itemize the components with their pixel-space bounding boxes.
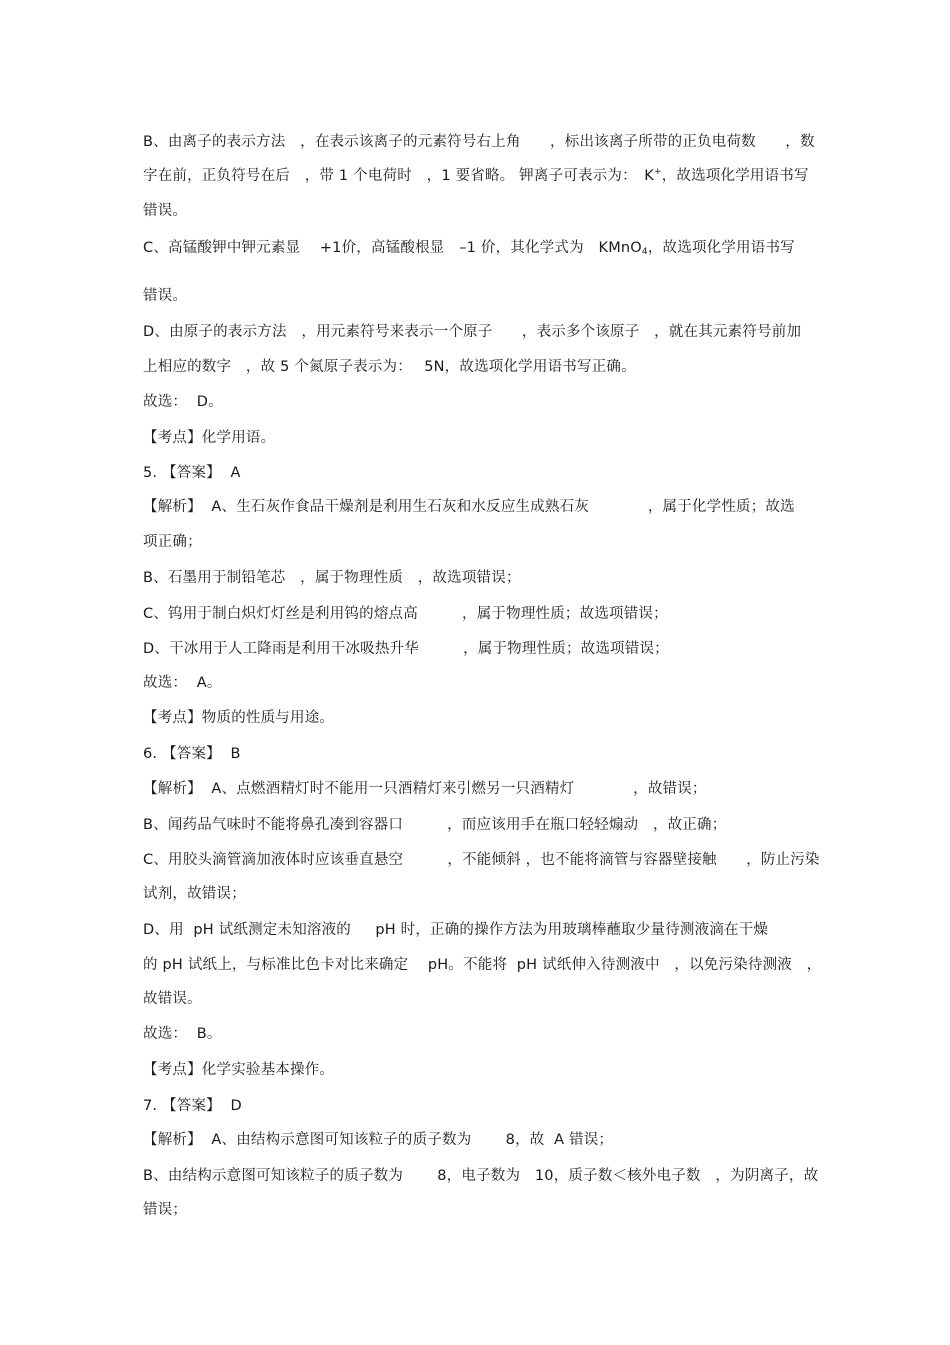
- text-line: D、干冰用于人工降雨是利用干冰吸热升华 ，属于物理性质；故选项错误；: [143, 641, 669, 657]
- text-line: 错误；: [143, 1202, 188, 1218]
- text-line: B、由离子的表示方法 ，在表示该离子的元素符号右上角 ，标出该离子所带的正负电荷数 ，数: [143, 134, 815, 150]
- subscript: 4: [641, 247, 648, 257]
- text-line: B、闻药品气味时不能将鼻孔凑到容器口 ，而应该用手在瓶口轻轻煽动 ，故正确；: [143, 817, 727, 833]
- text-line: 【解析】 A、点燃酒精灯时不能用一只酒精灯来引燃另一只酒精灯 ，故错误；: [143, 781, 707, 797]
- text-segment: 字在前，正负符号在后 ，带 1 个电荷时 ，1 要省略。 钾离子可表示为： K: [143, 168, 654, 184]
- text-line: 【考点】物质的性质与用途。: [143, 710, 335, 726]
- text-line: B、石墨用于制铅笔芯 ，属于物理性质 ，故选项错误；: [143, 570, 521, 586]
- text-line: C、钨用于制白炽灯灯丝是利用钨的熔点高 ，属于物理性质；故选项错误；: [143, 606, 668, 622]
- text-line: [143, 238, 795, 258]
- text-line: D、由原子的表示方法 ，用元素符号来表示一个原子 ，表示多个该原子 ，就在其元素符号前加: [143, 324, 802, 340]
- text-line: 【解析】 A、生石灰作食品干燥剂是利用生石灰和水反应生成熟石灰 ，属于化学性质；故选: [143, 499, 795, 515]
- text-line: 7. 【答案】 D: [143, 1098, 242, 1114]
- text-line: 【解析】 A、由结构示意图可知该粒子的质子数为 8，故 A 错误；: [143, 1132, 614, 1148]
- text-line: 故选： A。: [143, 675, 222, 691]
- text-line: 故错误。: [143, 991, 202, 1007]
- text-line: 故选： D。: [143, 394, 223, 410]
- text-line: 6. 【答案】 B: [143, 746, 241, 762]
- text-line: D、用 pH 试纸测定未知溶液的 pH 时，正确的操作方法为用玻璃棒蘸取少量待测液滴在干燥: [143, 922, 769, 938]
- text-line: 错误。: [143, 203, 188, 219]
- text-line: 上相应的数字 ，故 5 个氮原子表示为： 5N，故选项化学用语书写正确。: [143, 359, 636, 375]
- text-line: 试剂，故错误；: [143, 886, 246, 902]
- text-segment: C、高锰酸钾中钾元素显 +1价，高锰酸根显 –1 价，其化学式为 KMnO: [143, 240, 642, 256]
- text-line: [143, 166, 809, 186]
- text-line: 【考点】化学实验基本操作。: [143, 1062, 335, 1078]
- text-line: 故选： B。: [143, 1026, 222, 1042]
- text-line: 项正确；: [143, 534, 202, 550]
- text-line: C、用胶头滴管滴加液体时应该垂直悬空 ，不能倾斜 ，也不能将滴管与容器壁接触 ，防止污染: [143, 852, 820, 868]
- text-line: 【考点】化学用语。: [143, 430, 276, 446]
- text-line: 错误。: [143, 288, 188, 304]
- text-line: 5. 【答案】 A: [143, 465, 241, 481]
- text-line: 的 pH 试纸上，与标准比色卡对比来确定 pH。不能将 pH 试纸伸入待测液中 ，以免污染待测液 ，: [143, 957, 822, 973]
- text-line: B、由结构示意图可知该粒子的质子数为 8，电子数为 10，质子数＜核外电子数 ，为阴离子，故: [143, 1168, 819, 1184]
- text-segment: ，故选项化学用语书写: [647, 240, 795, 256]
- text-segment: ，故选项化学用语书写: [661, 168, 809, 184]
- superscript: +: [653, 167, 662, 177]
